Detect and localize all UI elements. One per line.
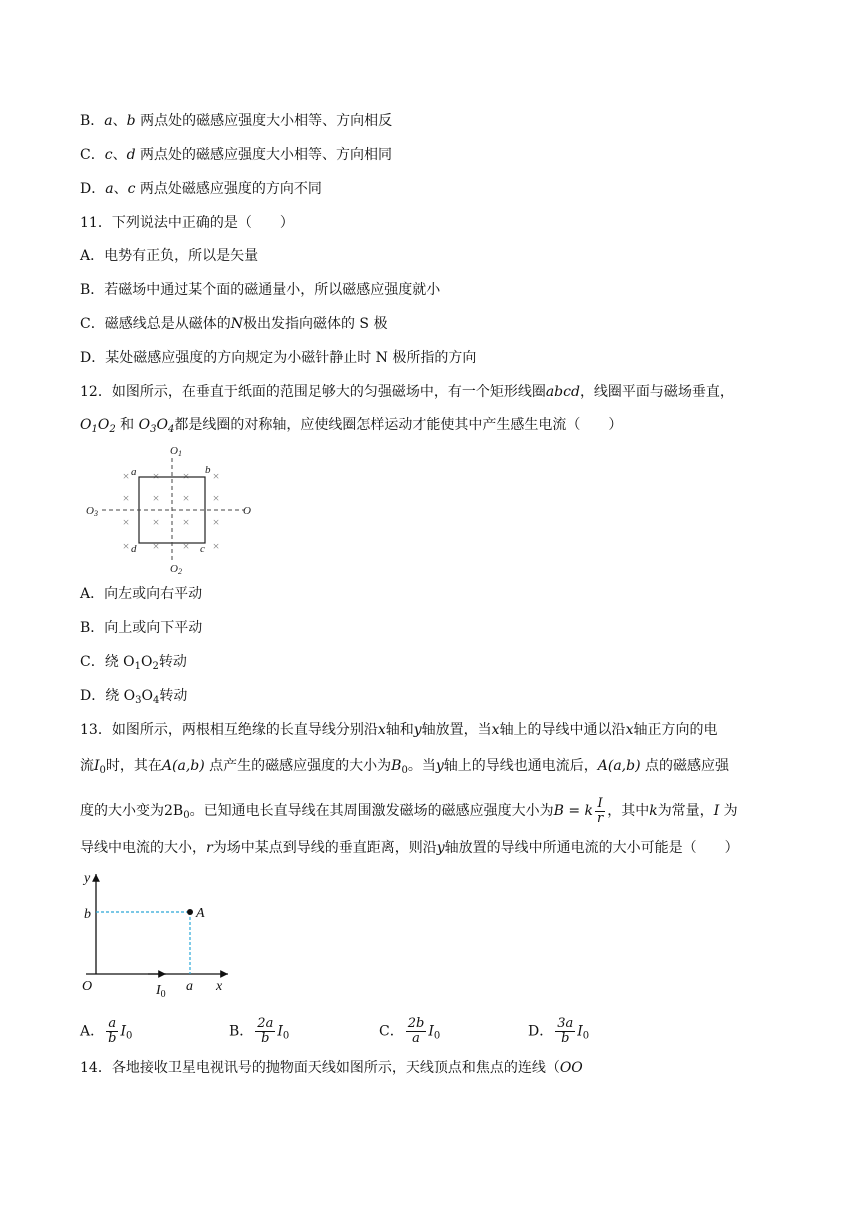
field-cross: ×	[212, 539, 220, 553]
label-o1: O1	[170, 445, 182, 458]
label-b: b	[205, 464, 211, 476]
field-cross: ×	[122, 491, 130, 505]
label-c: c	[200, 543, 205, 555]
q13-option-c: C． $\frac{2b}{a}$ $I_0$	[379, 1016, 441, 1046]
q12-coil-figure	[84, 440, 264, 575]
q11-option-d: D．某处磁感应强度的方向规定为小磁针静止时 N 极所指的方向	[80, 350, 477, 366]
field-cross: ×	[182, 539, 190, 553]
label-current: $I_0$	[156, 983, 166, 1000]
label-x: x	[216, 979, 223, 994]
q13-axes-figure	[78, 866, 248, 1000]
field-cross: ×	[182, 515, 190, 529]
field-cross: ×	[212, 491, 220, 505]
field-cross: ×	[212, 469, 220, 483]
q12-option-c: C．绕 $O_1O_2$转动	[80, 654, 187, 672]
label-a: a	[131, 466, 137, 478]
label-o3: O3	[86, 505, 98, 518]
label-o4: O	[243, 505, 251, 517]
label-a-axis: a	[186, 979, 193, 994]
q10-option-c: C．c、d 两点处的磁感应强度大小相等、方向相同	[80, 147, 392, 163]
q11-stem: 11．下列说法中正确的是（ ）	[80, 215, 294, 231]
field-cross: ×	[182, 469, 190, 483]
q13-stem-line3: 度的大小变为$2B_0$。已知通电长直导线在其周围激发磁场的磁感应强度大小为B = k $\frac{I}{r}$ ，其中k为常量，I 为	[80, 795, 738, 826]
label-origin: O	[82, 979, 93, 994]
q12-option-d: D．绕 $O_3O_4$转动	[80, 688, 188, 706]
field-cross: ×	[122, 469, 130, 483]
field-cross: ×	[152, 491, 160, 505]
q10-option-d: D．a、c 两点处磁感应强度的方向不同	[80, 181, 322, 197]
field-cross: ×	[152, 539, 160, 553]
q12-stem-line1: 12．如图所示，在垂直于纸面的范围足够大的匀强磁场中，有一个矩形线圈abcd，线圈平面与磁场垂直，	[80, 384, 734, 400]
q13-stem-line2: 流$I_0$时，其在A(a,b) 点产生的磁感应强度的大小为$B_0$。当y轴上的导线也通电流后，A(a,b) 点的磁感应强	[80, 758, 729, 776]
label-d: d	[131, 543, 137, 555]
q11-option-b: B．若磁场中通过某个面的磁通量小，所以磁感应强度就小	[80, 282, 441, 298]
field-cross: ×	[152, 515, 160, 529]
field-cross: ×	[122, 539, 130, 553]
q13-stem-line4: 导线中电流的大小，r为场中某点到导线的垂直距离，则沿y轴放置的导线中所通电流的大小可能是（ ）	[80, 840, 739, 856]
q14-stem: 14．各地接收卫星电视讯号的抛物面天线如图所示，天线顶点和焦点的连线（OO	[80, 1060, 583, 1076]
q12-stem-line2: $O_1O_2$ 和 $O_3O_4$都是线圈的对称轴，应使线圈怎样运动才能使其中产生感生电流（ ）	[80, 417, 623, 435]
label-y: y	[84, 871, 91, 886]
q11-option-a: A．电势有正负，所以是矢量	[80, 248, 259, 264]
q11-option-c: C．磁感线总是从磁体的N极出发指向磁体的 S 极	[80, 316, 388, 332]
label-b: b	[84, 907, 91, 922]
q13-option-b: B． $\frac{2a}{b}$ $I_0$	[229, 1016, 290, 1046]
field-cross: ×	[122, 515, 130, 529]
q12-option-a: A．向左或向右平动	[80, 586, 203, 602]
q13-option-a: A． $\frac{a}{b}$ $I_0$	[80, 1016, 133, 1046]
field-cross: ×	[212, 515, 220, 529]
label-a-point: A	[196, 906, 205, 921]
q13-stem-line1: 13．如图所示，两根相互绝缘的长直导线分别沿x轴和y轴放置，当x轴上的导线中通以沿x轴正方向的电	[80, 722, 718, 738]
label-o2: O2	[170, 563, 182, 575]
field-cross: ×	[182, 491, 190, 505]
q12-option-b: B．向上或向下平动	[80, 620, 203, 636]
point-a	[187, 909, 193, 915]
q13-option-d: D． $\frac{3a}{b}$ $I_0$	[528, 1016, 590, 1046]
q10-option-b: B．a、b 两点处的磁感应强度大小相等、方向相反	[80, 113, 393, 129]
field-cross: ×	[152, 469, 160, 483]
